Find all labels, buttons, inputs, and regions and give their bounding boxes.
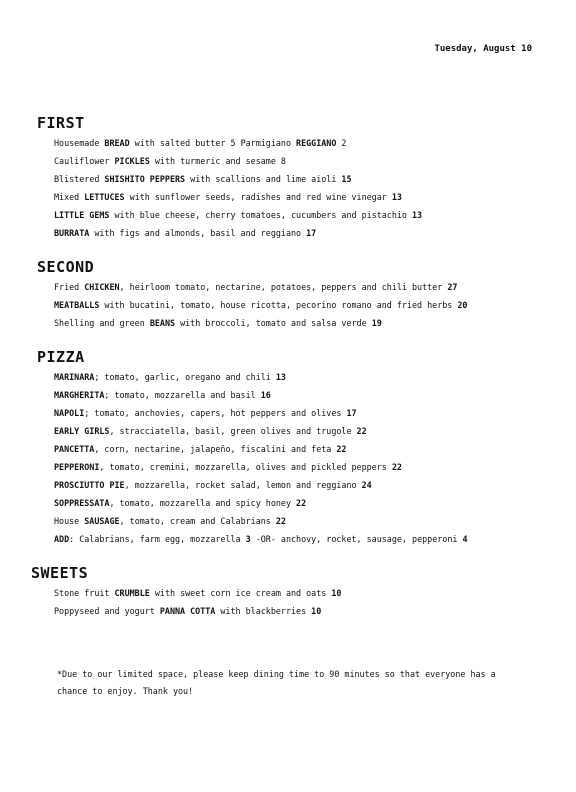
menu-item [54,494,468,512]
menu-item [54,584,341,602]
menu-item [54,314,467,332]
menu-item-highlight: 15 [341,174,352,184]
menu-item-text: House [54,516,85,526]
menu-item [54,422,468,440]
menu-item-text: Stone fruit [54,588,115,598]
menu-item [54,458,468,476]
menu-item-highlight: EARLY GIRLS [54,426,110,436]
dining-time-note: *Due to our limited space, please keep dining time to 90 minutes so that everyone has a chance to enjoy. Thank you! [57,669,496,696]
menu-item-text: with broccoli, tomato and salsa verde [175,318,372,328]
menu-item-highlight: CHICKEN [84,282,120,292]
menu-item-text: with figs and almonds, basil and reggiano [89,228,307,238]
menu-item-text: ; tomato, garlic, oregano and chili [94,372,276,382]
menu-item-highlight: 22 [356,426,367,436]
menu-item-text: 2 [336,138,347,148]
menu-item-highlight: 13 [412,210,423,220]
menu-item-text: : Calabrians, farm egg, mozzarella [69,534,246,544]
menu-item [54,296,467,314]
menu-item-highlight: PICKLES [114,156,150,166]
menu-item-text: Blistered [54,174,105,184]
menu-item-highlight: LETTUCES [84,192,125,202]
menu-item-text: Shelling and green [54,318,150,328]
menu-item-highlight: MEATBALLS [54,300,100,310]
menu-item-text: with scallions and lime aioli [185,174,342,184]
menu-item-text: with turmeric and sesame 8 [149,156,286,166]
menu-item-highlight: 17 [306,228,317,238]
menu-item [54,404,468,422]
menu-items [54,584,341,620]
menu-item-highlight: 22 [336,444,347,454]
menu-item-text: ; tomato, mozzarella and basil [104,390,261,400]
menu-item-text: , corn, nectarine, jalapeño, fiscalini and feta [94,444,337,454]
menu-item-text: with sweet corn ice cream and oats [149,588,332,598]
section-heading: FIRST [37,114,85,132]
menu-item-highlight: 20 [457,300,468,310]
menu-item-highlight: 4 [462,534,468,544]
menu-item [54,152,422,170]
menu-item-highlight: 24 [361,480,372,490]
menu-item-highlight: PEPPERONI [54,462,100,472]
section-heading: PIZZA [37,348,85,366]
menu-item-highlight: SAUSAGE [84,516,120,526]
menu-item-text: with blackberries [215,606,312,616]
menu-item-highlight: 10 [311,606,322,616]
menu-item-text: Cauliflower [54,156,115,166]
menu-item-text: , stracciatella, basil, green olives and trugole [109,426,357,436]
menu-item-highlight: 22 [391,462,402,472]
menu-item-text: with salted butter 5 Parmigiano [129,138,297,148]
menu-item [54,386,468,404]
menu-item-highlight: 16 [260,390,271,400]
menu-item [54,512,468,530]
menu-item-text: Housemade [54,138,105,148]
menu-item-highlight: 27 [447,282,458,292]
menu-item-text: , tomato, mozzarella and spicy honey [109,498,297,508]
menu-items [54,368,468,548]
menu-item [54,278,467,296]
menu-item-text: Mixed [54,192,85,202]
menu-item-highlight: 3 [245,534,251,544]
menu-item-highlight: 13 [275,372,286,382]
menu-item [54,206,422,224]
menu-item-highlight: SOPPRESSATA [54,498,110,508]
menu-item [54,170,422,188]
menu-item-text: with blue cheese, cherry tomatoes, cucumbers and pistachio [109,210,412,220]
menu-item-highlight: NAPOLI [54,408,85,418]
menu-item-highlight: MARGHERITA [54,390,105,400]
menu-item [54,134,422,152]
menu-items [54,278,467,332]
menu-item-text: with sunflower seeds, radishes and red wine vinegar [124,192,392,202]
menu-item [54,440,468,458]
menu-item-highlight: CRUMBLE [114,588,150,598]
menu-item-highlight: 22 [296,498,307,508]
menu-item-highlight: REGGIANO [296,138,337,148]
menu-item-highlight: 17 [346,408,357,418]
menu-item-highlight: 22 [275,516,286,526]
menu-item [54,602,341,620]
menu-item-text: Fried [54,282,85,292]
menu-items [54,134,422,242]
menu-item-text: Poppyseed and yogurt [54,606,160,616]
menu-item-highlight: BREAD [104,138,130,148]
menu-item [54,224,422,242]
menu-item-highlight: 19 [371,318,382,328]
menu-item-text: , heirloom tomato, nectarine, potatoes, peppers and chili butter [119,282,448,292]
menu-item-text: with bucatini, tomato, house ricotta, pecorino romano and fried herbs [99,300,458,310]
menu-item-highlight: BURRATA [54,228,90,238]
menu-item [54,476,468,494]
menu-item [54,368,468,386]
menu-item-highlight: PROSCIUTTO PIE [54,480,125,490]
menu-item-highlight: BEANS [149,318,176,328]
menu-item [54,530,468,548]
menu-date: Tuesday, August 10 [434,44,532,54]
menu-item-text: ; tomato, anchovies, capers, hot peppers and olives [84,408,347,418]
menu-item-text: , mozzarella, rocket salad, lemon and reggiano [124,480,362,490]
menu-item-highlight: ADD [54,534,70,544]
menu-item-highlight: PANNA COTTA [159,606,216,616]
menu-item-highlight: 13 [391,192,402,202]
section-heading: SWEETS [31,564,89,582]
menu-item-highlight: LITTLE GEMS [54,210,110,220]
menu-item-highlight: MARINARA [54,372,95,382]
menu-item-text: -OR- anchovy, rocket, sausage, pepperoni [250,534,463,544]
menu-item-highlight: PANCETTA [54,444,95,454]
menu-item-highlight: SHISHITO PEPPERS [104,174,186,184]
menu-item-text: , tomato, cremini, mozzarella, olives and pickled peppers [99,462,392,472]
menu-item-highlight: 10 [331,588,342,598]
section-heading: SECOND [37,258,95,276]
menu-item-text: , tomato, cream and Calabrians [119,516,276,526]
menu-item [54,188,422,206]
